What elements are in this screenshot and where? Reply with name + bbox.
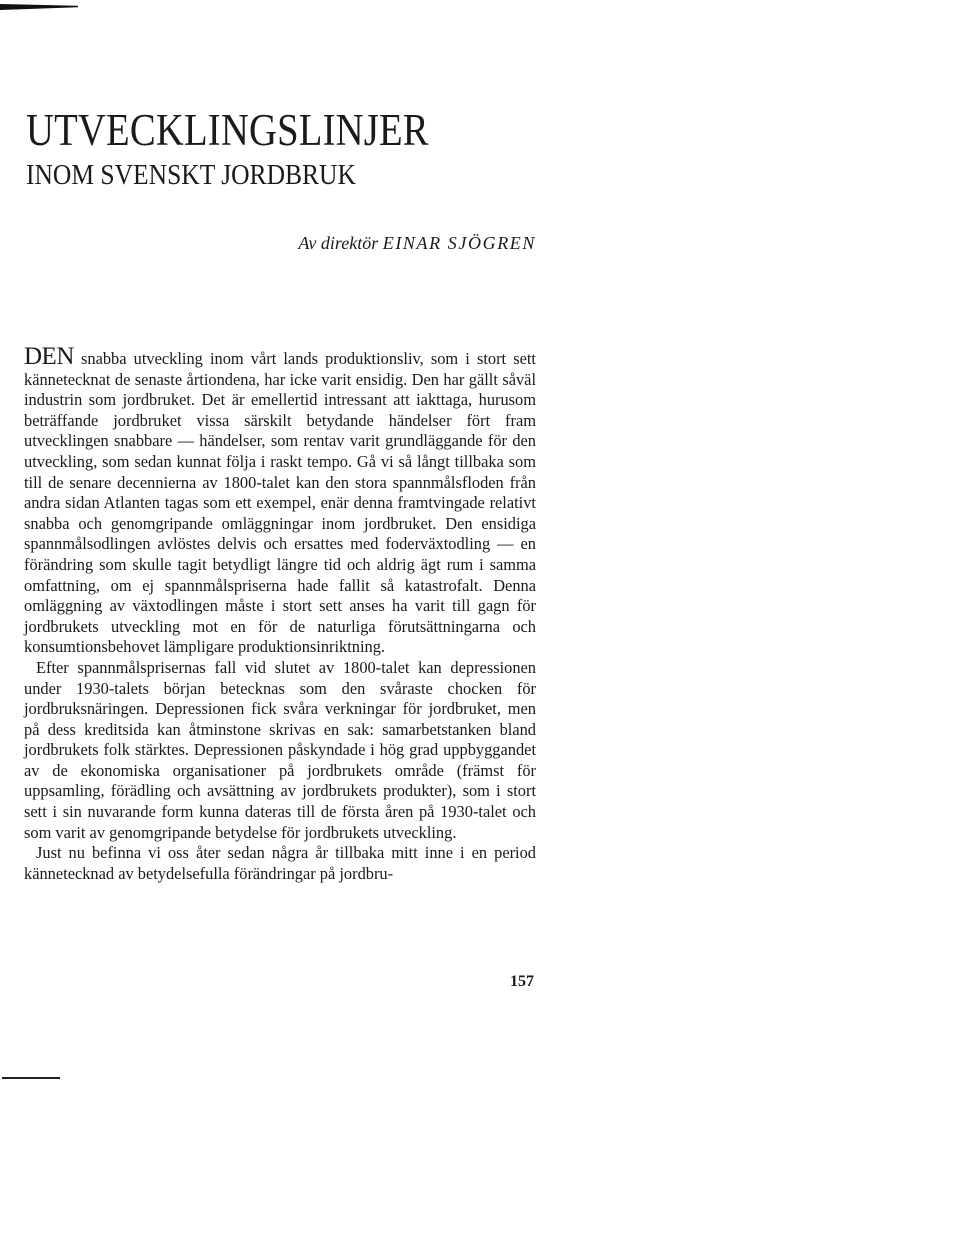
paragraph-3: Just nu befinna vi oss åter sedan några år tillbaka mitt inne i en period kännetecknad av betydelsefulla förändringar på jordbru-	[24, 843, 536, 883]
author-name: EINAR SJÖGREN	[382, 233, 536, 253]
article-body	[24, 343, 536, 884]
byline	[298, 231, 536, 255]
page-number: 157	[510, 973, 534, 990]
scan-edge-mark	[0, 4, 78, 10]
article-subtitle: INOM SVENSKT JORDBRUK	[26, 159, 356, 191]
article-title: UTVECKLINGSLINJER	[26, 105, 429, 155]
paragraph-1	[24, 343, 536, 658]
paragraph-2: Efter spannmålsprisernas fall vid slutet av 1800-talet kan depressionen under 1930-talets början betecknas som den svåraste chocken för jordbruksnäringen. Depressionen fick svåra verkningar för jordbruket, men på dess kreditsida kan åtminstone skrivas en sak: samarbetstanken bland jordbrukets folk stärktes. Depressionen påskyndade i hög grad uppbyggandet av de ekonomiska organisationer på jordbrukets område (främst för uppsamling, förädling och avsättning av jordbrukets produkter), som i stort sett i sin nuvarande form kunna dateras till de första åren på 1930-talet och som varit av genomgripande betydelse för jordbrukets utveckling.	[24, 657, 536, 842]
scan-edge-line	[2, 1077, 60, 1079]
dropcap: DEN	[24, 343, 74, 370]
paragraph-1-text: snabba utveckling inom vårt lands produktionsliv, som i stort sett kännetecknat de senaste årtiondena, har icke varit ensidig. Den har gällt såväl industrin som jordbruket. Det är emellertid intressant att iakttaga, hurusom beträffande jordbruket vissa särskilt betydande händelser fört fram utvecklingen snabbare — händelser, som rentav varit grundläggande för den utveckling, som sedan kunnat följa i raskt tempo. Gå vi så långt tillbaka som till de senare decennierna av 1800-talet kan den stora spannmålsfloden från andra sidan Atlanten tagas som ett exempel, enär denna framtvingade relativt snabba och genomgripande omläggningar inom jordbruket. Den ensidiga spannmålsodlingen avlöstes delvis och ersattes med foderväxtodling — en förändring som skulle tagit betydligt längre tid och aldrig ägt rum i samma omfattning, om ej spannmålspriserna hade fallit så katastrofalt. Denna omläggning av växtodlingen måste i stort sett anses ha varit till gagn för jordbrukets utveckling mot en för de naturliga förutsättningarna och konsumtionsbehovet lämpligare produktionsinriktning.	[24, 349, 536, 657]
byline-prefix: Av direktör	[298, 233, 379, 253]
